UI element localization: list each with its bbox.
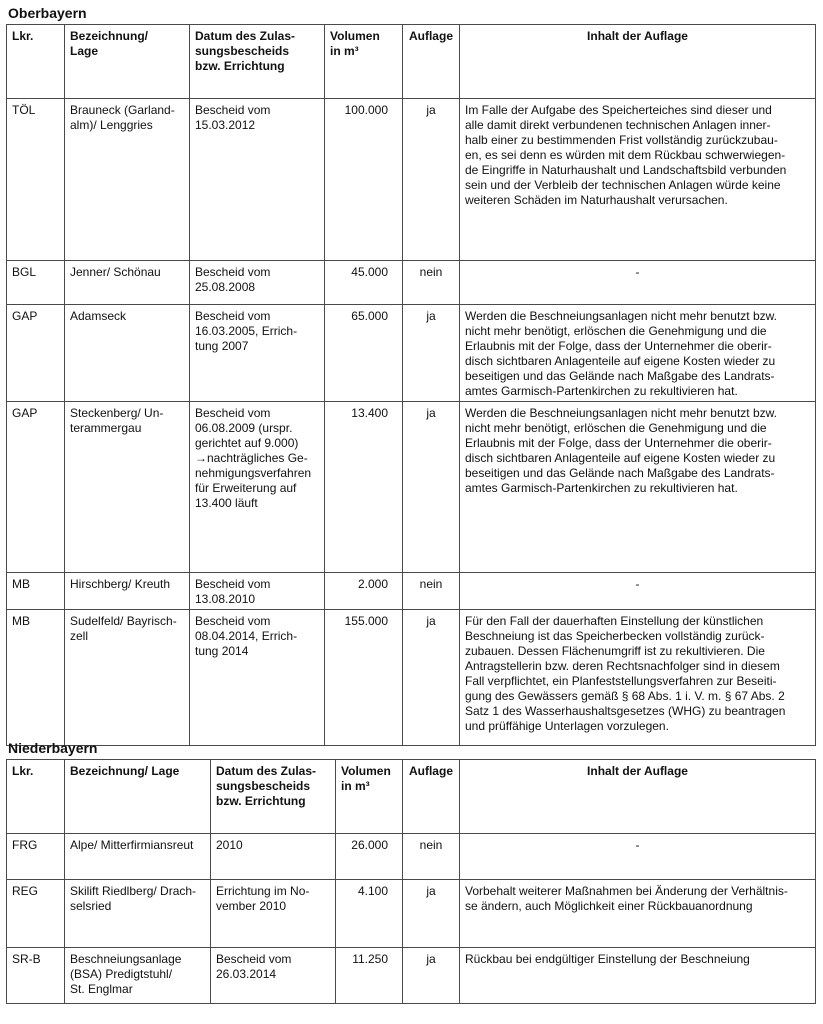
cell-datum: Bescheid vom 25.08.2008 xyxy=(190,261,325,305)
cell-volumen: 65.000 xyxy=(325,305,403,402)
table-row xyxy=(7,261,816,305)
cell-bezeichnung: Adamseck xyxy=(65,305,190,402)
oberbayern-table xyxy=(6,24,816,746)
cell-lkr: GAP xyxy=(7,402,65,573)
niederbayern-table xyxy=(6,759,816,1004)
table-row xyxy=(7,573,816,610)
cell-datum: Errichtung im No- vember 2010 xyxy=(211,880,336,948)
cell-inhalt: Im Falle der Aufgabe des Speicherteiches sind dieser und alle damit direkt verbundenen technischen Anlagen inner- halb einer zu bestimmenden Frist vollständig zurückzubau- en, es sei denn es würden mit dem Rückbau schwerwiegen- de Eingriffe in Naturhaushalt und Landschaftsbild verbunden sein und der Verbleib der technischen Anlagen würde keine weiteren Schäden im Naturhaushalt verursachen. xyxy=(460,99,816,261)
header-volumen: Volumen in m³ xyxy=(325,25,403,99)
cell-inhalt: - xyxy=(460,573,816,610)
cell-datum: Bescheid vom 26.03.2014 xyxy=(211,948,336,1004)
cell-inhalt: Für den Fall der dauerhaften Einstellung der künstlichen Beschneiung ist das Speicherbecken vollständig zurück- zubauen. Dessen Flächenumgriff ist zu rekultivieren. Die Antragstellerin bzw. deren Rechtsnachfolger sind in diesem Fall verpflichtet, ein Planfeststellungsverfahren zur Beseiti- gung des Gewässers gemäß § 68 Abs. 1 i. V. m. § 67 Abs. 2 Satz 1 des Wasserhaushaltsgesetzes (WHG) zu beantragen und prüffähige Unterlagen vorzulegen. xyxy=(460,610,816,746)
cell-bezeichnung: Hirschberg/ Kreuth xyxy=(65,573,190,610)
cell-volumen: 13.400 xyxy=(325,402,403,573)
cell-lkr: TÖL xyxy=(7,99,65,261)
cell-volumen: 45.000 xyxy=(325,261,403,305)
table-row xyxy=(7,402,816,573)
cell-bezeichnung: Skilift Riedlberg/ Drach- selsried xyxy=(65,880,211,948)
header-inhalt: Inhalt der Auflage xyxy=(460,760,816,834)
cell-bezeichnung: Sudelfeld/ Bayrisch- zell xyxy=(65,610,190,746)
cell-inhalt: Rückbau bei endgültiger Einstellung der Beschneiung xyxy=(460,948,816,1004)
table-row xyxy=(7,99,816,261)
header-bezeichnung: Bezeichnung/ Lage xyxy=(65,760,211,834)
cell-volumen: 4.100 xyxy=(336,880,403,948)
table-row xyxy=(7,610,816,746)
header-row xyxy=(7,25,816,99)
header-row xyxy=(7,760,816,834)
header-datum: Datum des Zulas- sungsbescheids bzw. Errichtung xyxy=(190,25,325,99)
header-auflage: Auflage xyxy=(403,760,460,834)
header-auflage: Auflage xyxy=(403,25,460,99)
cell-datum: Bescheid vom 06.08.2009 (urspr. gerichtet auf 9.000) →nachträgliches Ge- nehmigungsverfahren für Erweiterung auf 13.400 läuft xyxy=(190,402,325,573)
header-inhalt: Inhalt der Auflage xyxy=(460,25,816,99)
table-row xyxy=(7,834,816,880)
cell-volumen: 155.000 xyxy=(325,610,403,746)
cell-auflage: ja xyxy=(403,610,460,746)
cell-auflage: nein xyxy=(403,573,460,610)
cell-datum: Bescheid vom 13.08.2010 xyxy=(190,573,325,610)
cell-volumen: 26.000 xyxy=(336,834,403,880)
cell-auflage: ja xyxy=(403,880,460,948)
header-lkr: Lkr. xyxy=(7,25,65,99)
cell-bezeichnung: Beschneiungsanlage (BSA) Predigtstuhl/ St. Englmar xyxy=(65,948,211,1004)
cell-bezeichnung: Alpe/ Mitterfirmiansreut xyxy=(65,834,211,880)
section-title-oberbayern: Oberbayern xyxy=(8,5,87,21)
cell-datum: Bescheid vom 08.04.2014, Errich- tung 2014 xyxy=(190,610,325,746)
cell-bezeichnung: Steckenberg/ Un- terammergau xyxy=(65,402,190,573)
cell-lkr: REG xyxy=(7,880,65,948)
cell-lkr: MB xyxy=(7,610,65,746)
cell-inhalt: Werden die Beschneiungsanlagen nicht mehr benutzt bzw. nicht mehr benötigt, erlöschen die Genehmigung und die Erlaubnis mit der Folge, dass der Unternehmer die oberir- disch sichtbaren Anlagenteile auf eigene Kosten wieder zu beseitigen und das Gelände nach Maßgabe des Landrats- amtes Garmisch-Partenkirchen zu rekultivieren hat. xyxy=(460,305,816,402)
table-row xyxy=(7,880,816,948)
cell-volumen: 2.000 xyxy=(325,573,403,610)
cell-bezeichnung: Brauneck (Garland- alm)/ Lenggries xyxy=(65,99,190,261)
cell-volumen: 100.000 xyxy=(325,99,403,261)
cell-inhalt: Werden die Beschneiungsanlagen nicht mehr benutzt bzw. nicht mehr benötigt, erlöschen die Genehmigung und die Erlaubnis mit der Folge, dass der Unternehmer die oberir- disch sichtbaren Anlagenteile auf eigene Kosten wieder zu beseitigen und das Gelände nach Maßgabe des Landrats- amtes Garmisch-Partenkirchen zu rekultivieren hat. xyxy=(460,402,816,573)
cell-auflage: ja xyxy=(403,948,460,1004)
cell-inhalt: Vorbehalt weiterer Maßnahmen bei Änderung der Verhältnis- se ändern, auch Möglichkeit einer Rückbauanordnung xyxy=(460,880,816,948)
section-title-niederbayern: Niederbayern xyxy=(8,740,98,756)
cell-datum: Bescheid vom 15.03.2012 xyxy=(190,99,325,261)
cell-lkr: SR-B xyxy=(7,948,65,1004)
cell-lkr: FRG xyxy=(7,834,65,880)
cell-lkr: MB xyxy=(7,573,65,610)
cell-lkr: BGL xyxy=(7,261,65,305)
table-row xyxy=(7,948,816,1004)
cell-datum: Bescheid vom 16.03.2005, Errich- tung 2007 xyxy=(190,305,325,402)
header-lkr: Lkr. xyxy=(7,760,65,834)
cell-inhalt: - xyxy=(460,834,816,880)
cell-volumen: 11.250 xyxy=(336,948,403,1004)
cell-auflage: nein xyxy=(403,261,460,305)
header-datum: Datum des Zulas- sungsbescheids bzw. Errichtung xyxy=(211,760,336,834)
header-volumen: Volumen in m³ xyxy=(336,760,403,834)
cell-inhalt: - xyxy=(460,261,816,305)
cell-auflage: ja xyxy=(403,402,460,573)
cell-auflage: ja xyxy=(403,305,460,402)
cell-auflage: ja xyxy=(403,99,460,261)
table-row xyxy=(7,305,816,402)
cell-datum: 2010 xyxy=(211,834,336,880)
header-bezeichnung: Bezeichnung/ Lage xyxy=(65,25,190,99)
cell-bezeichnung: Jenner/ Schönau xyxy=(65,261,190,305)
cell-lkr: GAP xyxy=(7,305,65,402)
cell-auflage: nein xyxy=(403,834,460,880)
